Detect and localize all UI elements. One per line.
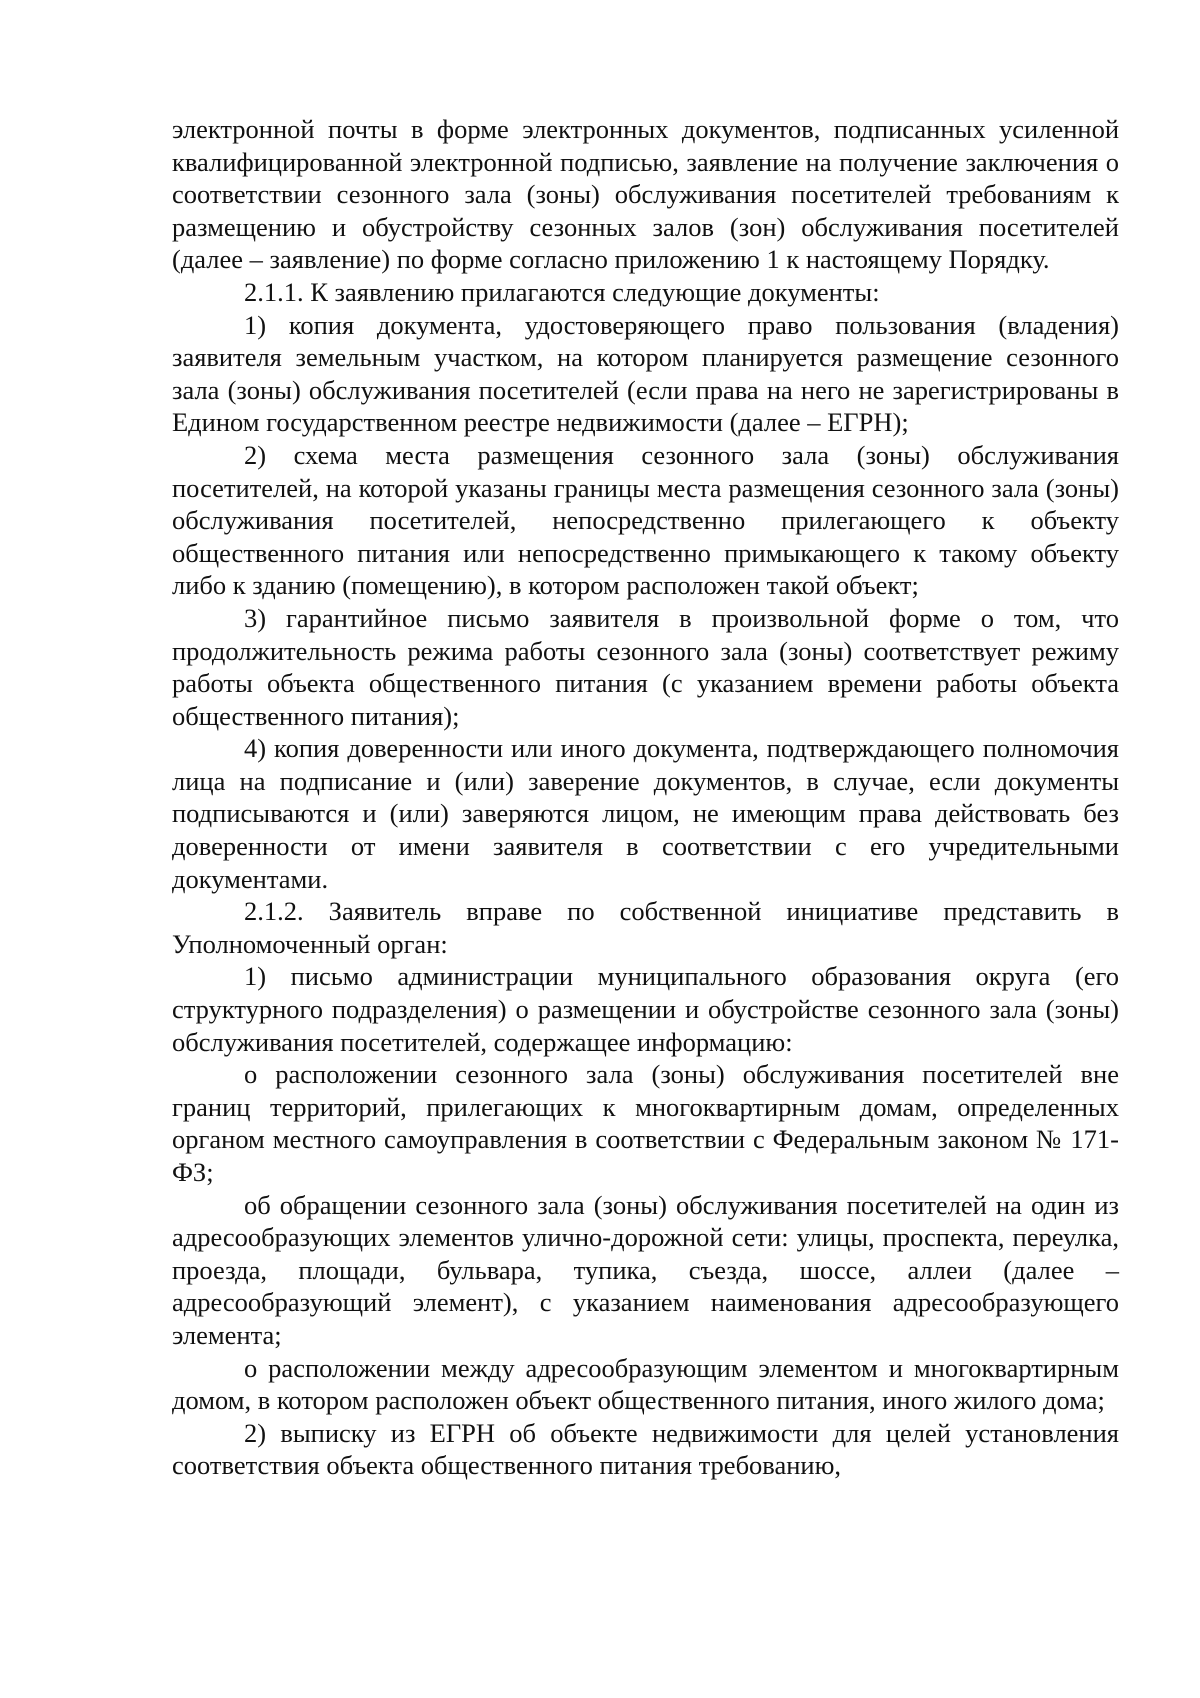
paragraph-item-3-guarantee-letter: 3) гарантийное письмо заявителя в произвольной форме о том, что продолжительность режима работы сезонного зала (зоны) соответствует режиму работы объекта общественного питания (с указанием времени работы объекта общественного питания);	[172, 602, 1119, 731]
paragraph-2-1-2: 2.1.2. Заявитель вправе по собственной инициативе представить в Уполномоченный орган:	[172, 896, 1119, 959]
paragraph-item-2-placement-scheme: 2) схема места размещения сезонного зала (зоны) обслуживания посетителей, на которой указаны границы места размещения сезонного зала (зоны) обслуживания посетителей, непосредственно прилегающего к объекту общественного питания или непосредственно примыкающего к такому объекту либо к зданию (помещению), в котором расположен такой объект;	[172, 439, 1119, 601]
paragraph-2-1-1: 2.1.1. К заявлению прилагаются следующие документы:	[244, 276, 880, 307]
paragraph-facing-address-element: об обращении сезонного зала (зоны) обслуживания посетителей на один из адресообразующих элементов улично-дорожной сети: улицы, проспекта, переулка, проезда, площади, бульвара, тупика, съезда, шоссе, аллеи (далее – адресообразующий элемент), с указанием наименования адресообразующего элемента;	[172, 1189, 1119, 1350]
paragraph-location-outside-boundaries: о расположении сезонного зала (зоны) обслуживания посетителей вне границ территорий, прилегающих к многоквартирным домам, определенных органом местного самоуправления в соответствии с Федеральным законом № 171-ФЗ;	[172, 1059, 1119, 1187]
paragraph-item-1-administration-letter: 1) письмо администрации муниципального образования округа (его структурного подразделения) о размещении и обустройстве сезонного зала (зоны) обслуживания посетителей, содержащее информацию:	[172, 961, 1119, 1057]
paragraph-location-between: о расположении между адресообразующим элементом и многоквартирным домом, в котором расположен объект общественного питания, иного жилого дома;	[172, 1352, 1119, 1416]
paragraph-item-2-egrn-extract: 2) выписку из ЕГРН об объекте недвижимости для целей установления соответствия объекта общественного питания требованию,	[172, 1417, 1119, 1481]
paragraph-application-submission: электронной почты в форме электронных документов, подписанных усиленной квалифицированной электронной подписью, заявление на получение заключения о соответствии сезонного зала (зоны) обслуживания посетителей требованиям к размещению и обустройству сезонных залов (зон) обслуживания посетителей (далее – заявление) по форме согласно приложению 1 к настоящему Порядку.	[172, 114, 1119, 275]
document-page	[172, 113, 1119, 1482]
paragraph-item-4-power-of-attorney: 4) копия доверенности или иного документа, подтверждающего полномочия лица на подписание и (или) заверение документов, в случае, если документы подписываются и (или) заверяются лицом, не имеющим права действовать без доверенности от имени заявителя в соответствии с его учредительными документами.	[172, 733, 1119, 894]
paragraph-item-1-land-rights: 1) копия документа, удостоверяющего право пользования (владения) заявителя земельным участком, на котором планируется размещение сезонного зала (зоны) обслуживания посетителей (если права на него не зарегистрированы в Едином государственном реестре недвижимости (далее – ЕГРН);	[172, 309, 1119, 438]
